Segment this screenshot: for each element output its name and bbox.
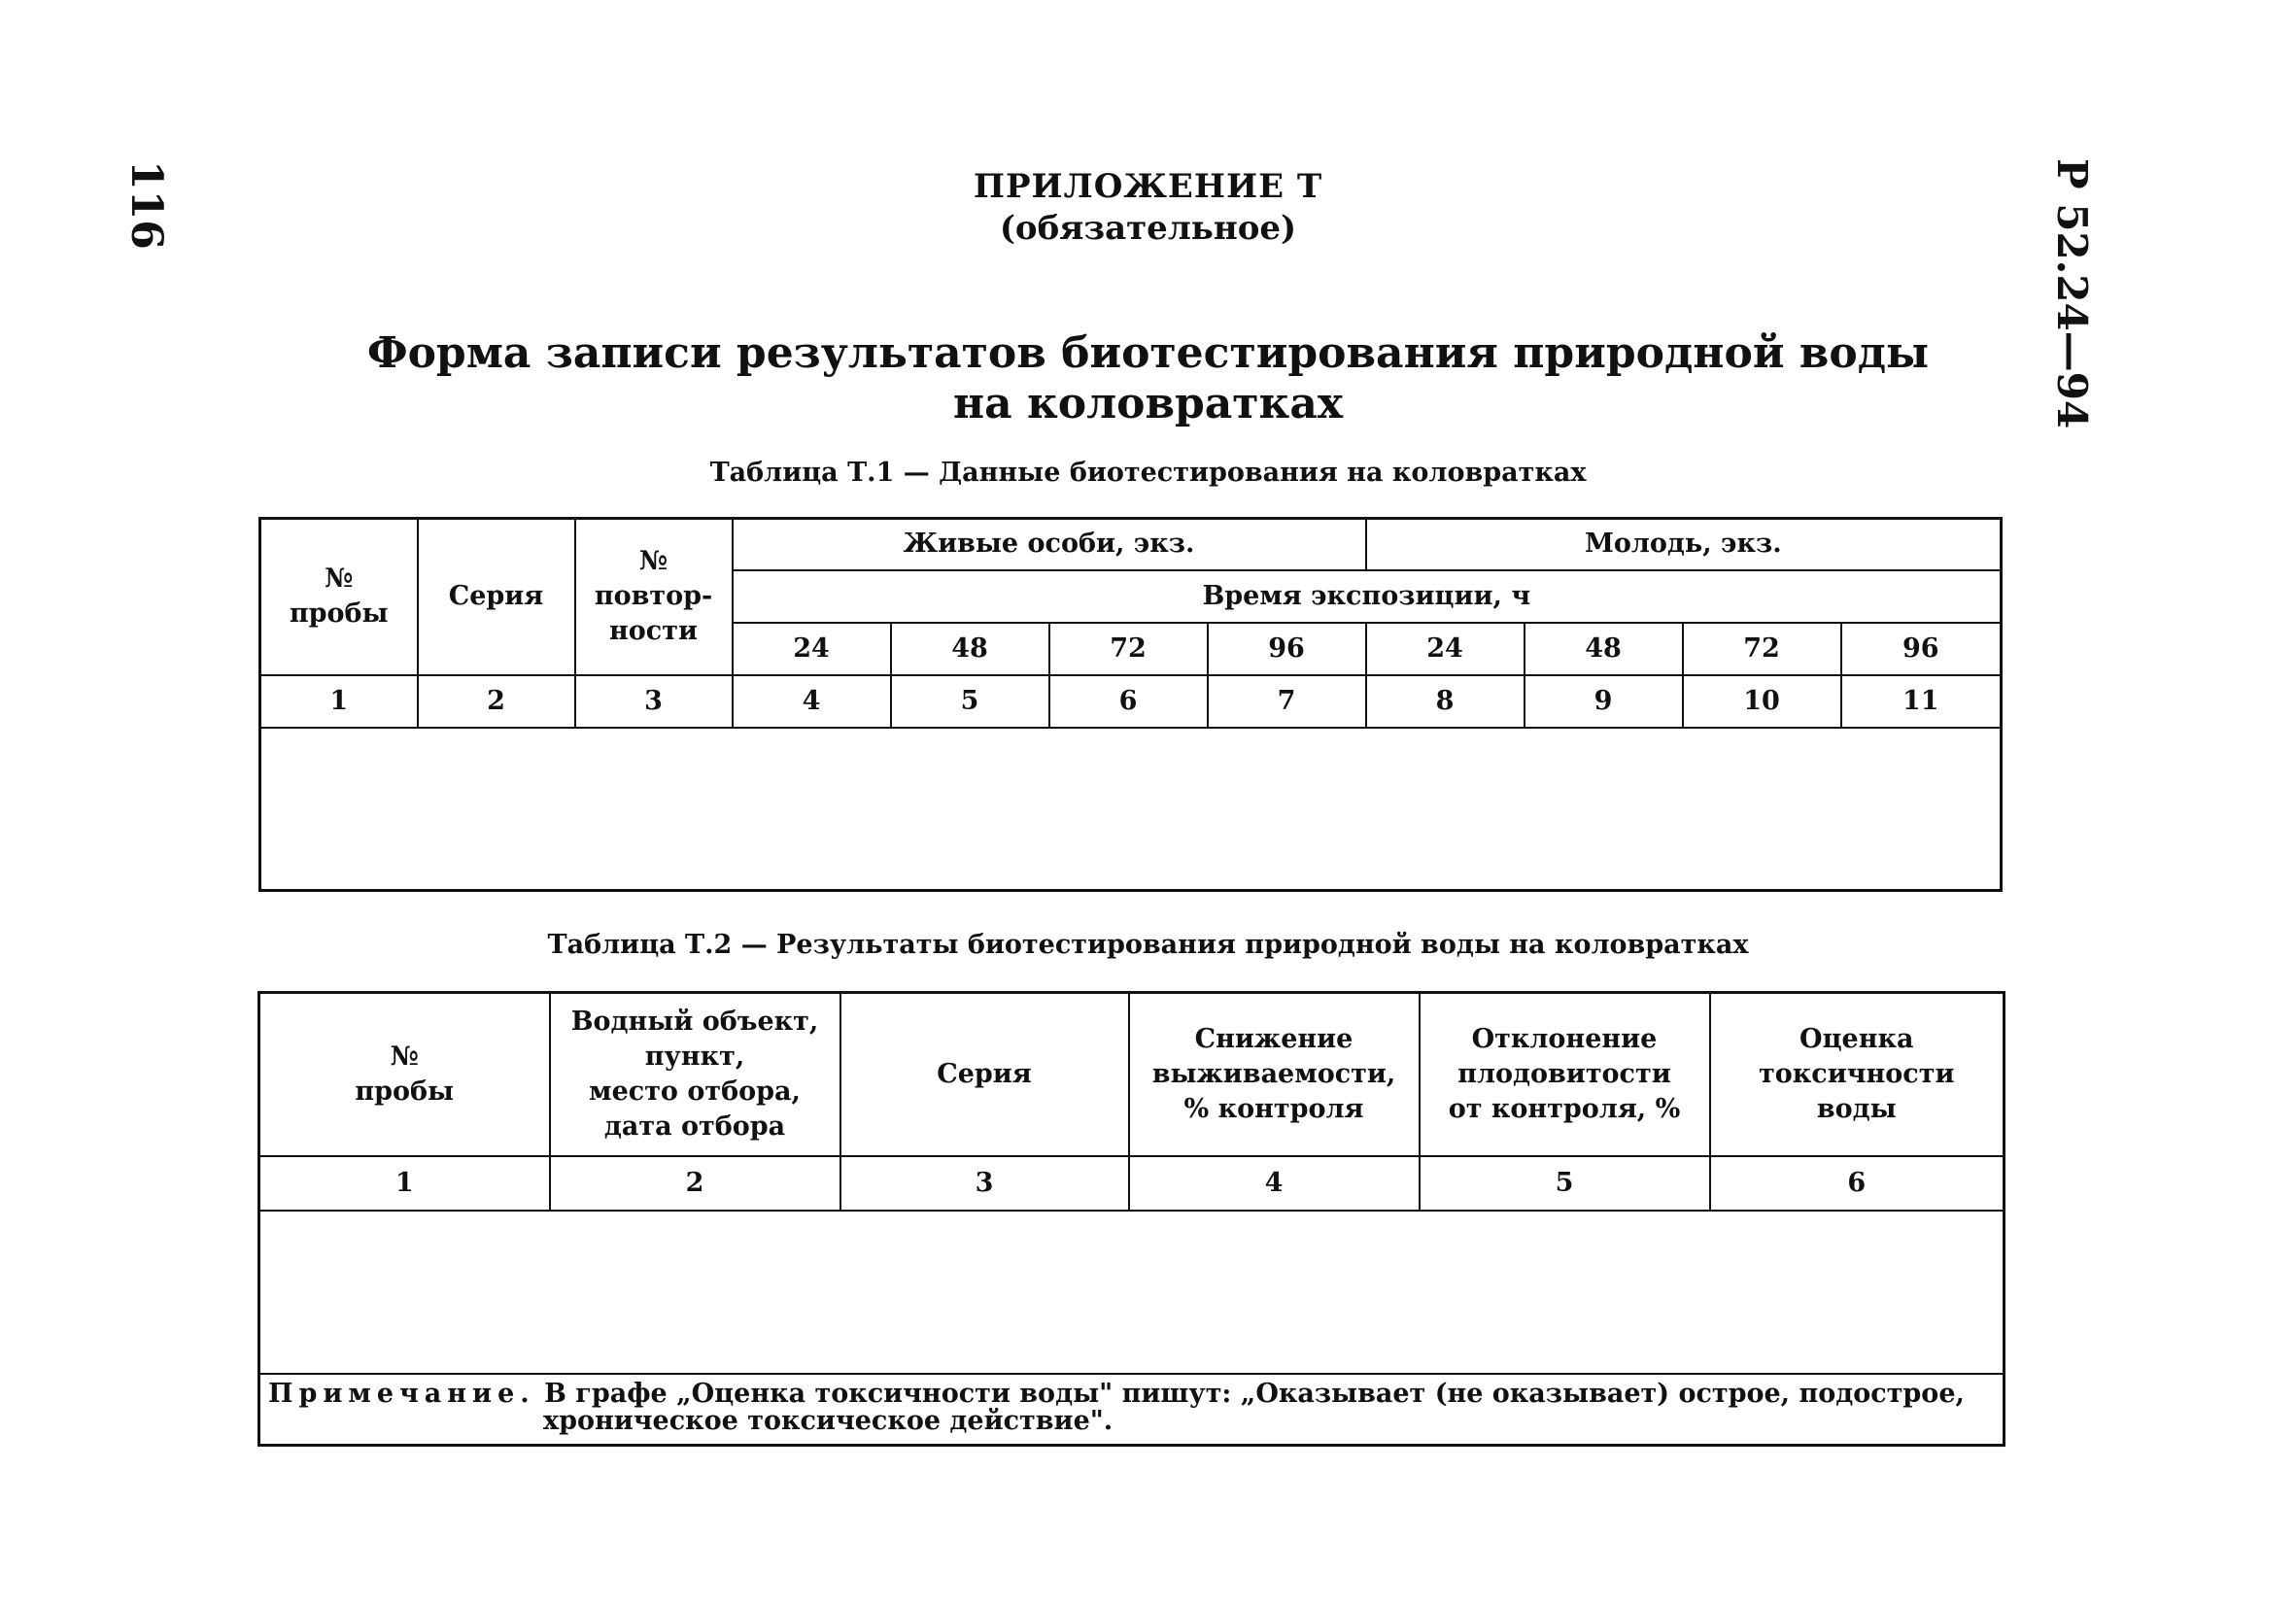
- table1-column-number: 7: [1208, 675, 1366, 728]
- table1-column-number: 4: [733, 675, 891, 728]
- table2-header-series: Серия: [840, 993, 1129, 1156]
- header-text: Оценка: [1799, 1023, 1914, 1054]
- table1-column-numbers: [260, 675, 2002, 728]
- table2-column-number: 4: [1129, 1156, 1420, 1211]
- header-text: №: [390, 1041, 419, 1072]
- table2-column-number: 5: [1420, 1156, 1710, 1211]
- table2-header-row: [259, 993, 2005, 1156]
- form-title: [0, 328, 2296, 429]
- table1-data-area: [260, 728, 2002, 891]
- page-number: 116: [121, 160, 171, 250]
- note-line-2: хроническое токсическое действие".: [543, 1405, 1114, 1436]
- form-title-line-1: Форма записи результатов биотестирования природной воды: [366, 328, 1930, 378]
- table1-header-sample-no: [260, 519, 418, 675]
- table1-header-hour: 96: [1841, 623, 2002, 675]
- table1-header-row-1: [260, 519, 2002, 570]
- table2-column-number: 6: [1710, 1156, 2005, 1211]
- header-text: ности: [609, 616, 698, 647]
- table1-column-number: 3: [575, 675, 733, 728]
- note-line-1: В графе „Оценка токсичности воды" пишут: „Оказывает (не оказывает) острое, подострое,: [534, 1378, 1965, 1409]
- table2-note: [259, 1374, 2005, 1446]
- table1-column-number: 8: [1366, 675, 1525, 728]
- table2-column-number: 2: [550, 1156, 840, 1211]
- table2-caption: Таблица Т.2 — Результаты биотестирования природной воды на коловратках: [547, 930, 1749, 960]
- note-label: Примечание.: [268, 1378, 535, 1409]
- table1-empty-data-row: [260, 728, 2002, 891]
- header-text: Водный объект,: [570, 1006, 819, 1037]
- header-text: №: [325, 564, 354, 595]
- header-text: Снижение: [1194, 1023, 1354, 1054]
- table1-header-hour: 48: [891, 623, 1049, 675]
- header-text: от контроля, %: [1448, 1093, 1681, 1124]
- header-text: место отбора,: [589, 1076, 801, 1107]
- table2-column-number: 1: [259, 1156, 550, 1211]
- table2-header-survival: [1129, 993, 1420, 1156]
- table1-header-exposure: Время экспозиции, ч: [733, 570, 2002, 623]
- table1-header-young: Молодь, экз.: [1366, 519, 2002, 570]
- table1-header-live: Живые особи, экз.: [733, 519, 1366, 570]
- table1: [258, 517, 2003, 892]
- table1-header-hour: 24: [733, 623, 891, 675]
- appendix-status: (обязательное): [999, 209, 1297, 248]
- appendix-title: ПРИЛОЖЕНИЕ Т: [973, 167, 1323, 206]
- table2-data-area: [259, 1211, 2005, 1374]
- table1-header-hour: 48: [1525, 623, 1683, 675]
- header-text: пробы: [289, 598, 389, 630]
- table2: [257, 991, 2005, 1447]
- header-text: дата отбора: [603, 1111, 786, 1142]
- table2-column-number: 3: [840, 1156, 1129, 1211]
- header-text: плодовитости: [1457, 1058, 1671, 1089]
- table1-column-number: 11: [1841, 675, 2002, 728]
- table1-header-hour: 96: [1208, 623, 1366, 675]
- header-text: Отклонение: [1471, 1023, 1658, 1054]
- table1-header-hour: 24: [1366, 623, 1525, 675]
- table1-column-number: 9: [1525, 675, 1683, 728]
- table2-header-sample-no: [259, 993, 550, 1156]
- table1-column-number: 10: [1683, 675, 1841, 728]
- header-text: пункт,: [644, 1041, 745, 1072]
- header-text: % контроля: [1183, 1093, 1364, 1124]
- table1-header-hour: 72: [1049, 623, 1208, 675]
- table1-column-number: 5: [891, 675, 1049, 728]
- table2-header-fertility: [1420, 993, 1710, 1156]
- header-text: токсичности: [1759, 1058, 1955, 1089]
- table1-column-number: 1: [260, 675, 418, 728]
- table1-caption: Таблица Т.1 — Данные биотестирования на коловратках: [709, 458, 1587, 488]
- table1-header-hour: 72: [1683, 623, 1841, 675]
- table2-header-water-body: [550, 993, 840, 1156]
- table1-header-repeat-no: [575, 519, 733, 675]
- header-text: воды: [1816, 1093, 1897, 1124]
- header-text: пробы: [355, 1076, 455, 1107]
- table1-column-number: 6: [1049, 675, 1208, 728]
- table2-empty-data-row: [259, 1211, 2005, 1374]
- document-code: Р 52.24—94: [2048, 158, 2096, 429]
- header-text: №: [638, 546, 668, 577]
- table1-header-series: Серия: [418, 519, 575, 675]
- form-title-line-2: на коловратках: [952, 379, 1344, 428]
- table2-column-numbers: [259, 1156, 2005, 1211]
- header-text: повтор-: [594, 581, 713, 612]
- header-text: выживаемости,: [1151, 1058, 1396, 1089]
- table2-note-row: [259, 1374, 2005, 1446]
- table1-column-number: 2: [418, 675, 575, 728]
- table2-header-toxicity: [1710, 993, 2005, 1156]
